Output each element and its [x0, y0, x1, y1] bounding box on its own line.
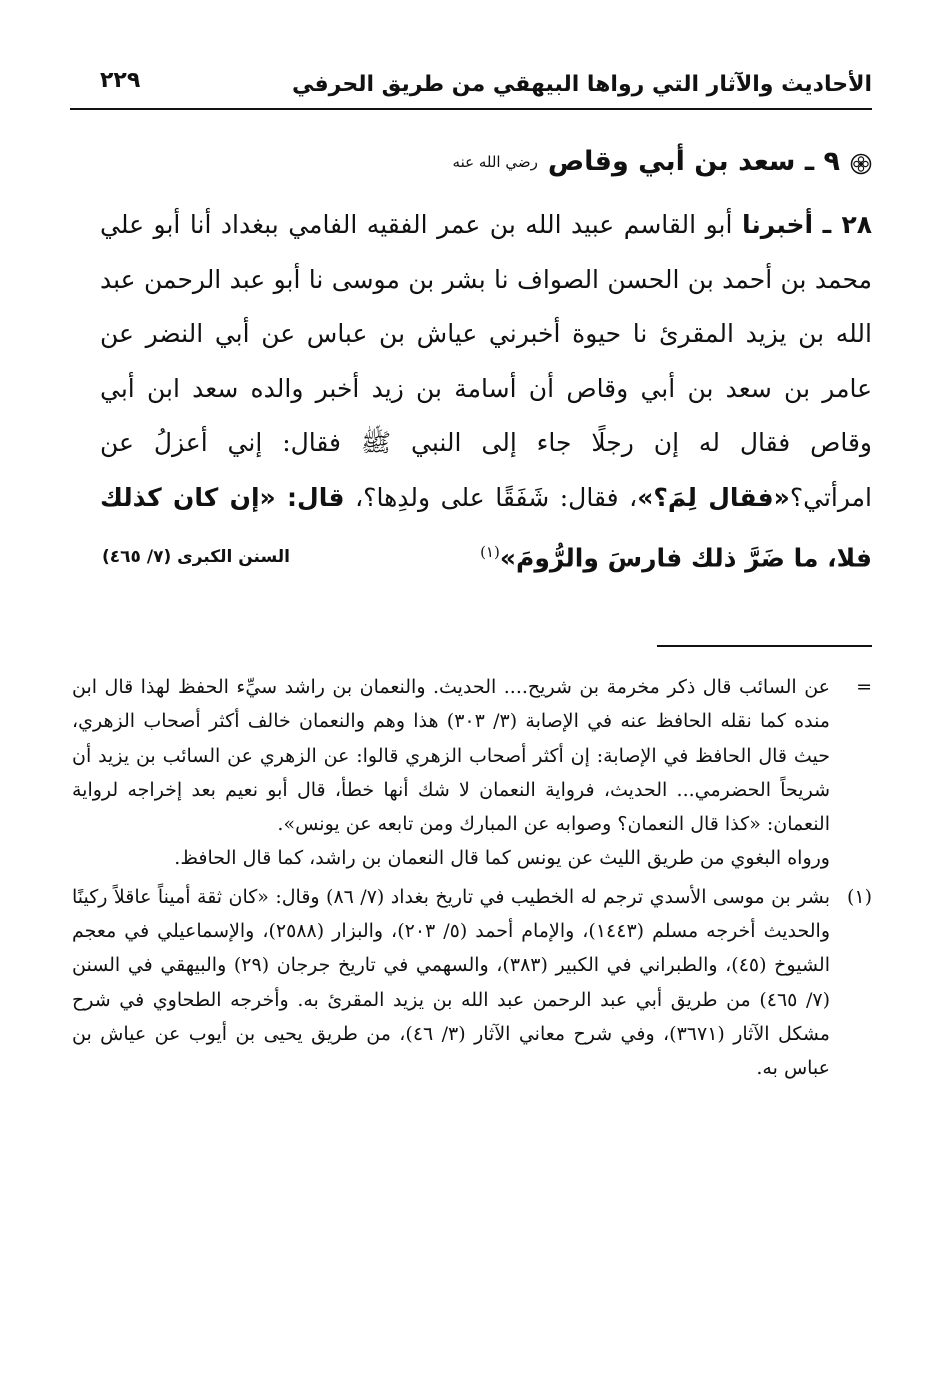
flower-ornament-icon — [850, 151, 872, 173]
footnote-continuation-paragraph: ورواه البغوي من طريق الليث عن يونس كما قال النعمان بن راشد، كما قال الحافظ. — [174, 847, 830, 870]
hadith-quote-2: قال: «إن كان كذلك فلا، ما ضَرَّ ذلك فارسَ والرُّومَ» — [100, 482, 872, 573]
honorific: رضي الله عنه — [452, 152, 538, 171]
running-title: الأحاديث والآثار التي رواها البيهقي من طريق الحرفي — [291, 72, 872, 97]
footnote-separator — [657, 645, 872, 647]
source-citation: السنن الكبرى (٧/ ٤٦٥) — [102, 547, 290, 567]
running-header — [70, 62, 872, 110]
hadith-quote-1: «فقال لِمَ؟» — [637, 482, 790, 512]
footnote-continuation-text: عن السائب قال ذكر مخرمة بن شريح.... الحديث. والنعمان بن راشد سيِّء الحفظ لهذا قال ابن منده كما نقله الحافظ عنه في الإصابة (٣/ ٣٠٣) هذا وهم والنعمان خالف أكثر أصحاب الزهري، حيث قال الحافظ في الإصابة: إن أكثر أصحاب الزهري قالوا: عن الزهري عن السائب بن يزيد أن شريحاً الحضرمي... الحديث، فرواية النعمان لا شك أنها خطأ، قال أبو نعيم بعد إخراجه لرواية النعمان: «كذا قال النعمان؟ وصوابه عن المبارك ومن تابعه عن يونس». — [72, 676, 830, 836]
hadith-text — [100, 198, 872, 586]
footnotes — [72, 670, 872, 1086]
hadith-lead-word: أخبرنا — [742, 210, 814, 239]
page-number: ٢٢٩ — [100, 68, 141, 93]
hadith-number: ٢٨ ـ — [822, 210, 873, 239]
footnote-continuation — [72, 670, 872, 841]
section-heading — [453, 146, 872, 177]
footnote-1 — [72, 880, 872, 1086]
hadith-body: أبو القاسم عبيد الله بن عمر الفقيه الفامي ببغداد أنا أبو علي محمد بن أحمد بن الحسن الصواف نا بشر بن موسى نا أبو عبد الرحمن عبد الله بن يزيد المقرئ نا حيوة أخبرني عياش بن عباس عن أبي النضر عن عامر بن سعد بن أبي وقاص أن أسامة بن زيد أخبر والده سعد ابن أبي وقاص فقال له إن رجلًا جاء إلى النبي ﷺ فقال: إني أعزلُ عن امرأتي؟ — [100, 210, 872, 512]
section-title: ٩ ـ سعد بن أبي وقاص — [547, 146, 840, 177]
continuation-marker: = — [856, 676, 872, 698]
footnote-1-text: بشر بن موسى الأسدي ترجم له الخطيب في تاريخ بغداد (٧/ ٨٦) وقال: «كان ثقة أميناً عاقلاً ركينًا والحديث أخرجه مسلم (١٤٤٣)، والإمام أحمد (٥/ ٢٠٣)، والبزار (٢٥٨٨)، والإسماعيلي في معجم الشيوخ (٤٥)، والطبراني في الكبير (٣٨٣)، والسهمي في تاريخ جرجان (٢٩) والبيهقي في السنن (٧/ ٤٦٥) من طريق أبي عبد الرحمن عبد الله بن يزيد المقرئ به. وأخرجه الطحاوي في شرح مشكل الآثار (٣٦٧١)، وفي شرح معاني الآثار (٣/ ٤٦)، من طريق يحيى بن أيوب عن عياش بن عباس به. — [72, 885, 830, 1080]
footnote-1-marker: (١) — [846, 885, 872, 908]
footnote-ref: (١) — [480, 543, 500, 561]
hadith-body-2: ، فقال: شَفَقًا على ولدِها؟، — [355, 482, 638, 512]
